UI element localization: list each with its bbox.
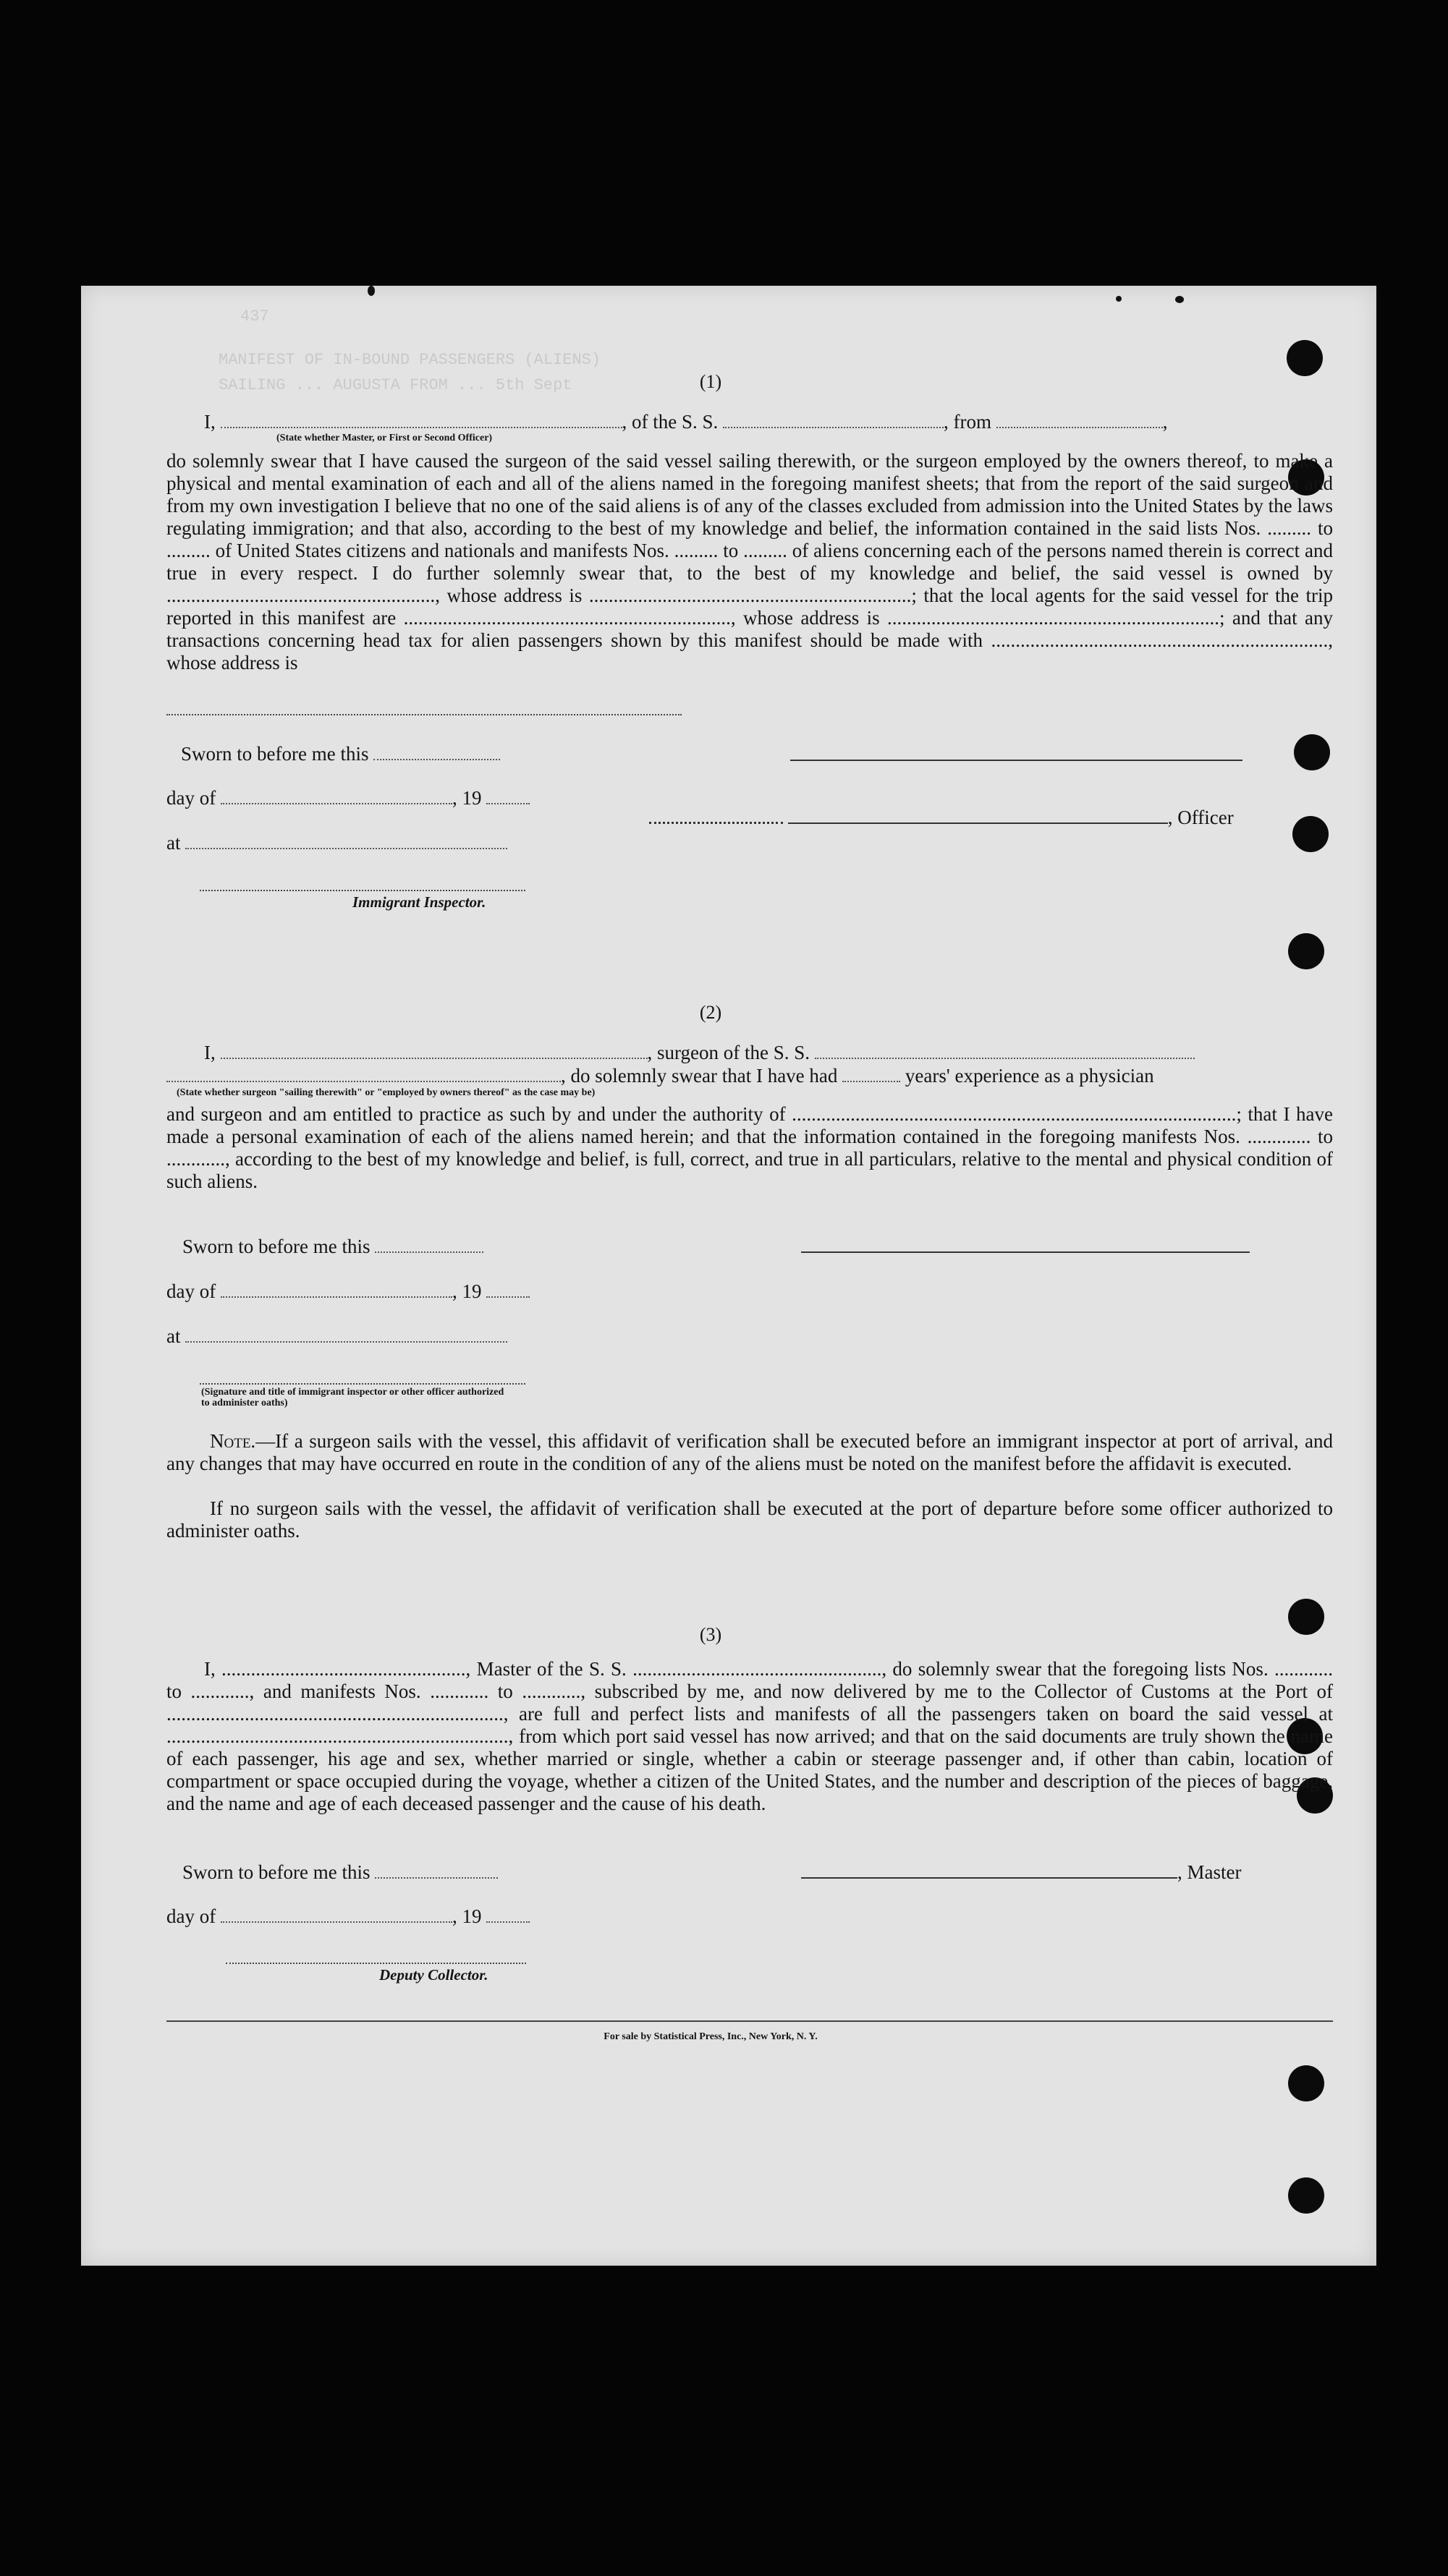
section-2-heading: (2) (699, 1002, 722, 1023)
day-of-line-1: day of , 19 (166, 787, 530, 809)
inspector-signature-blank-2[interactable] (200, 1383, 525, 1385)
bleed-through-text: SAILING ... AUGUSTA FROM ... 5th Sept (219, 376, 572, 394)
ink-speck (368, 286, 375, 296)
punch-hole (1294, 734, 1330, 770)
section-3-heading: (3) (699, 1624, 722, 1645)
footer-rule (166, 2020, 1333, 2022)
year-blank[interactable] (486, 790, 530, 804)
sworn-date-blank[interactable] (373, 746, 500, 760)
section-2-oath-paragraph: and surgeon and am entitled to practice as such by and under the authority of ...........................................................................................; that I have made a personal examination of each of the aliens named herein; and that the information contained in the foregoing manifests Nos. ............. to ............, according to the best of my knowledge and belief, is full, correct, and true in all particulars, relative to the mental and physical condition of such aliens. (166, 1103, 1333, 1192)
sworn-date-blank-3[interactable] (375, 1864, 498, 1879)
at-line-2: at (166, 1325, 507, 1347)
punch-hole (1288, 2065, 1324, 2101)
punch-hole (1288, 933, 1324, 969)
surgeon-vessel-blank[interactable] (815, 1045, 1195, 1059)
surgeon-type-blank[interactable] (166, 1068, 561, 1082)
sworn-line-2: Sworn to before me this (182, 1236, 483, 1257)
sworn-line-1: Sworn to before me this (181, 743, 500, 765)
section-3-oath-paragraph: I, .................................................., Master of the S. S. ..................................................., do solemnly swear that the foregoing lists Nos. ............ to ............, and manifests Nos. ............ to ............, subscribed by me, and now delivered by me to the Collector of Customs at the Port of ....................................................................., are full and perfect lists and manifests of all the passengers taken on board the said vessel at ......................................................................, from which port said vessel has now arrived; and that on the said documents are truly shown the name of each passenger, his age and sex, whether married or single, whether a cabin or steerage passenger and, if other than cabin, location of compartment or space occupied during the voyage, whether a citizen of the United States, and the number and description of the pieces of baggage, and the name and age of each deceased passenger and the cause of his death. (166, 1658, 1333, 1814)
master-line: , Master (801, 1861, 1241, 1883)
surgeon-name-blank[interactable] (221, 1045, 648, 1059)
address-blank[interactable] (166, 714, 682, 715)
deputy-signature-blank[interactable] (226, 1963, 526, 1964)
master-signature-line[interactable] (790, 760, 1242, 761)
officer-line: , Officer (649, 807, 1234, 828)
section-2-experience-line: , do solemnly swear that I have had years' experience as a physician (166, 1065, 1154, 1087)
port-from-blank[interactable] (996, 414, 1163, 428)
note-paragraph-2: If no surgeon sails with the vessel, the affidavit of verification shall be executed at the port of departure before some officer authorized to administer oaths. (166, 1497, 1333, 1542)
officer-name-blank[interactable] (221, 414, 622, 428)
ink-speck (1116, 296, 1122, 302)
bleed-through-text: 437 (240, 307, 269, 326)
year-blank-2[interactable] (486, 1283, 530, 1298)
master-signature-blank[interactable] (801, 1864, 1177, 1879)
at-place-blank-2[interactable] (185, 1328, 507, 1343)
section-1-oath-paragraph: do solemnly swear that I have caused the surgeon of the said vessel sailing therewith, or the surgeon employed by the owners thereof, to make a physical and mental examination of each and all of the aliens named in the foregoing manifest sheets; that from the report of the said surgeon and from my own investigation I believe that no one of the said aliens is of any of the classes excluded from admission into the United States by the laws regulating immigration; and that also, according to the best of my knowledge and belief, the information contained in the said lists Nos. ......... to ......... of United States citizens and nationals and manifests Nos. ......... to ......... of aliens concerning each of the persons named therein is correct and true in every respect. I do further solemnly swear that, to the best of my knowledge and belief, the said vessel is owned by ......................................................., whose address is ..................................................................; that the local agents for the said vessel for the trip reported in this manifest are ..................................................................., whose address is ....................................................................; and that any transactions concerning head tax for alien passengers shown by this manifest should be made with ....................................................................., whose address is (166, 450, 1333, 673)
manifest-page (81, 286, 1376, 2266)
bleed-through-text: MANIFEST OF IN-BOUND PASSENGERS (ALIENS) (219, 351, 601, 369)
printer-footer: For sale by Statistical Press, Inc., New York, N. Y. (604, 2031, 818, 2042)
section-2-surgeon-line: I, , surgeon of the S. S. (204, 1042, 1195, 1063)
sworn-date-blank-2[interactable] (375, 1238, 483, 1253)
at-place-blank[interactable] (185, 835, 507, 849)
note-paragraph: Note.—If a surgeon sails with the vessel, this affidavit of verification shall be executed before an immigrant inspector at port of arrival, and any changes that may have occurred en route in the condition of any of the aliens must be noted on the manifest before the affidavit is executed. (166, 1430, 1333, 1474)
section-1-officer-line: I, , of the S. S. , from , (204, 411, 1168, 433)
year-blank-3[interactable] (486, 1908, 530, 1923)
ink-speck (1175, 296, 1184, 303)
at-line-1: at (166, 832, 507, 854)
sworn-line-3: Sworn to before me this (182, 1861, 498, 1883)
day-of-line-2: day of , 19 (166, 1280, 530, 1302)
officer-title-note: (State whether Master, or First or Second Officer) (276, 433, 493, 443)
vessel-name-blank[interactable] (723, 414, 944, 428)
years-experience-blank[interactable] (842, 1068, 900, 1082)
immigrant-inspector-label: Immigrant Inspector. (352, 893, 486, 911)
day-of-blank[interactable] (221, 790, 452, 804)
officer-signature-blank[interactable] (788, 809, 1168, 824)
day-of-blank-3[interactable] (221, 1908, 452, 1923)
punch-hole (1288, 2177, 1324, 2214)
day-of-line-3: day of , 19 (166, 1905, 530, 1927)
surgeon-signature-line[interactable] (801, 1251, 1250, 1253)
deputy-collector-label: Deputy Collector. (379, 1966, 488, 1984)
inspector-signature-blank[interactable] (200, 890, 525, 891)
day-of-blank-2[interactable] (221, 1283, 452, 1298)
officer-dotted-blank[interactable] (649, 809, 783, 824)
punch-hole (1292, 816, 1329, 852)
section-1-heading: (1) (699, 371, 722, 392)
signature-title-note: (Signature and title of immigrant inspector or other officer authorized to administer oaths) (201, 1387, 504, 1408)
surgeon-type-note: (State whether surgeon "sailing therewith" or "employed by owners thereof" as the case may be) (177, 1087, 596, 1098)
